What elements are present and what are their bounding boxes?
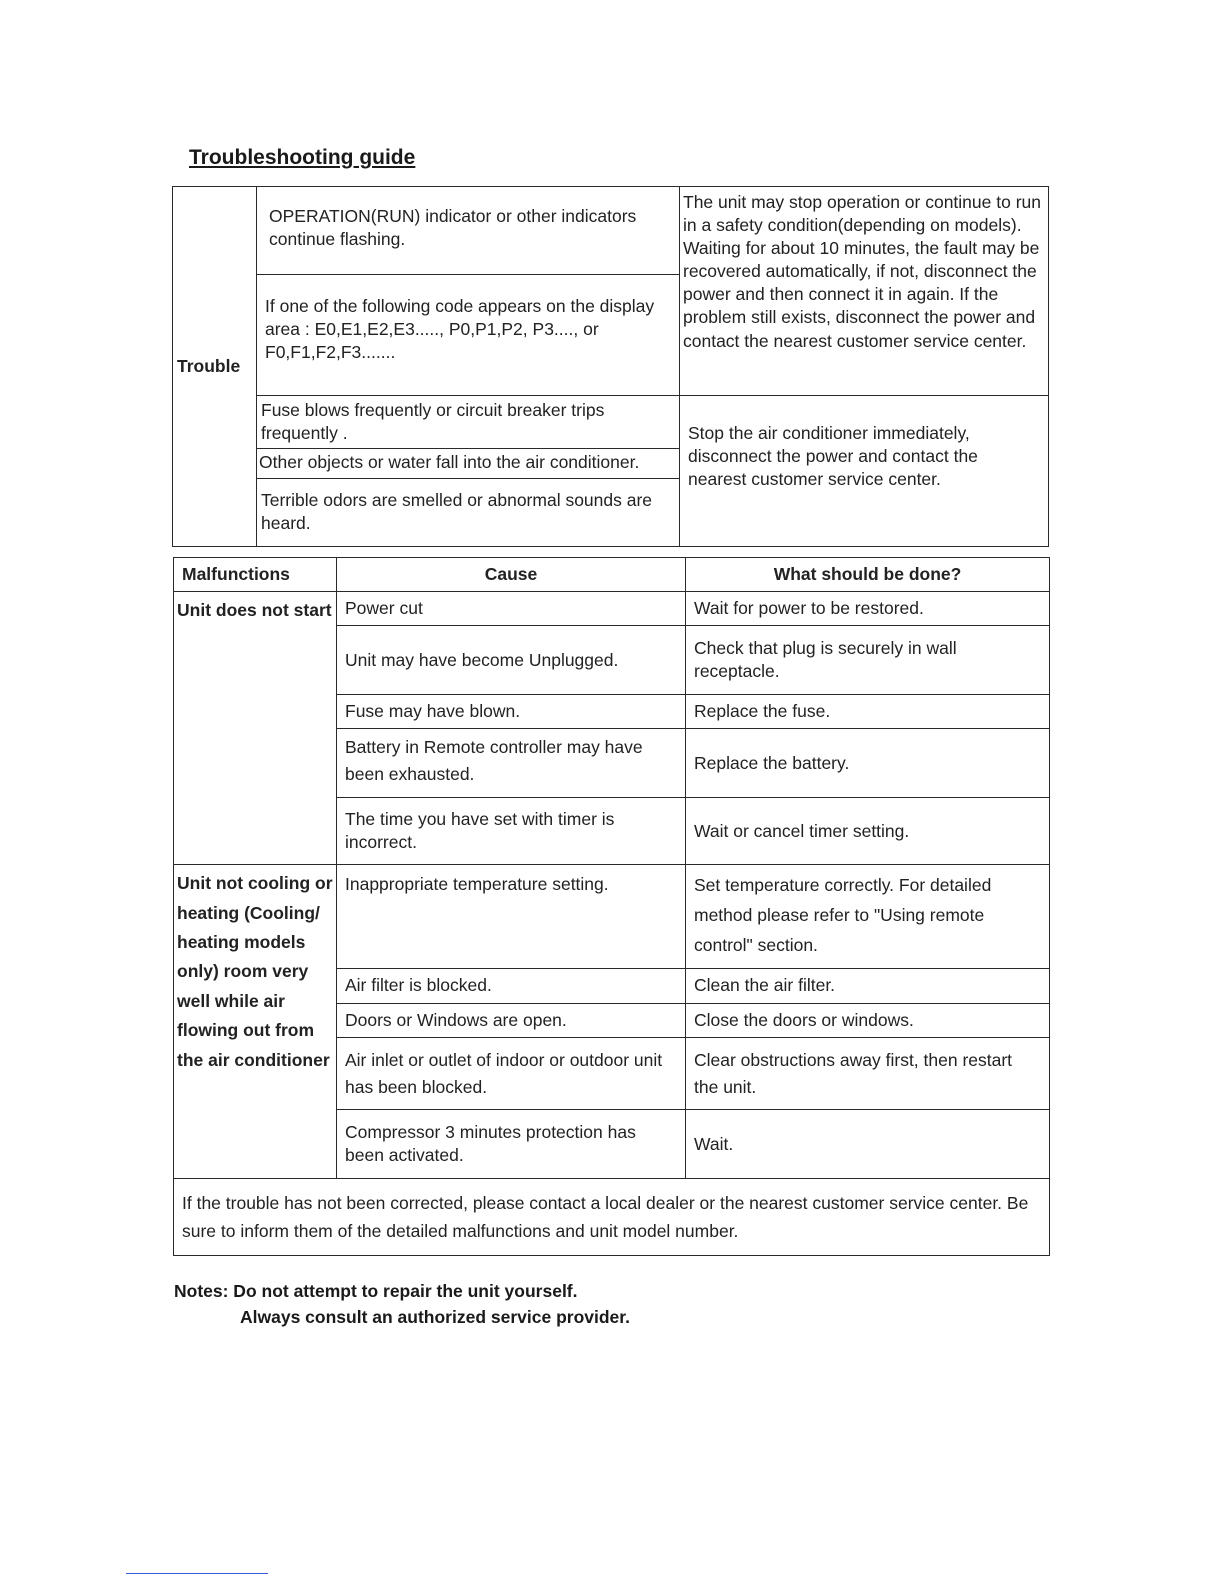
- trouble-action: The unit may stop operation or continue to run in a safety condition(depending on models). Waiting for about 10 minutes, the fault may be recovered automatically, if not, disconnect the power and then connect it in again. If the problem still exists, disconnect the power and contact the nearest customer service center.: [680, 187, 1049, 396]
- cause-cell: Fuse may have blown.: [337, 695, 686, 729]
- malfunction-label: Unit does not start: [174, 592, 337, 865]
- notes-line: Always consult an authorized service provider.: [240, 1307, 630, 1328]
- action-cell: Clear obstructions away first, then restart the unit.: [686, 1038, 1050, 1110]
- action-cell: Wait for power to be restored.: [686, 592, 1050, 626]
- action-cell: Close the doors or windows.: [686, 1004, 1050, 1038]
- cause-cell: Air filter is blocked.: [337, 969, 686, 1004]
- action-cell: Wait.: [686, 1110, 1050, 1179]
- action-cell: Replace the fuse.: [686, 695, 1050, 729]
- action-cell: Clean the air filter.: [686, 969, 1050, 1004]
- cause-cell: Inappropriate temperature setting.: [337, 865, 686, 969]
- column-header: What should be done?: [686, 558, 1050, 592]
- trouble-symptom: Fuse blows frequently or circuit breaker trips frequently .: [257, 396, 680, 449]
- cause-cell: Air inlet or outlet of indoor or outdoor unit has been blocked.: [337, 1038, 686, 1110]
- column-header: Cause: [337, 558, 686, 592]
- notes: [174, 1278, 630, 1331]
- column-header: Malfunctions: [174, 558, 337, 592]
- table-row: [174, 592, 1050, 626]
- cause-cell: Compressor 3 minutes protection has been activated.: [337, 1110, 686, 1179]
- cause-cell: Unit may have become Unplugged.: [337, 626, 686, 695]
- action-cell: Wait or cancel timer setting.: [686, 798, 1050, 865]
- trouble-table: [172, 186, 1049, 547]
- page-title: Troubleshooting guide: [189, 146, 416, 169]
- table-footer-note: If the trouble has not been corrected, please contact a local dealer or the nearest customer service center. Be sure to inform them of the detailed malfunctions and unit model number.: [174, 1179, 1050, 1256]
- trouble-label: Trouble: [173, 187, 257, 547]
- cause-cell: The time you have set with timer is incorrect.: [337, 798, 686, 865]
- malfunctions-table: [173, 557, 1050, 1256]
- trouble-symptom: Other objects or water fall into the air conditioner.: [257, 449, 680, 479]
- table-row: [174, 1179, 1050, 1256]
- link-underline: [126, 1573, 268, 1574]
- cause-cell: Doors or Windows are open.: [337, 1004, 686, 1038]
- action-cell: Check that plug is securely in wall receptacle.: [686, 626, 1050, 695]
- trouble-symptom: Terrible odors are smelled or abnormal sounds are heard.: [257, 479, 680, 547]
- action-cell: Set temperature correctly. For detailed method please refer to "Using remote control" section.: [686, 865, 1050, 969]
- action-cell: Replace the battery.: [686, 729, 1050, 798]
- trouble-symptom: OPERATION(RUN) indicator or other indicators continue flashing.: [257, 187, 680, 275]
- malfunction-label: Unit not cooling or heating (Cooling/ heating models only) room very well while air flowing out from the air conditioner: [174, 865, 337, 1179]
- table-row: [174, 865, 1050, 969]
- notes-line: Notes: Do not attempt to repair the unit yourself.: [174, 1281, 578, 1301]
- cause-cell: Battery in Remote controller may have been exhausted.: [337, 729, 686, 798]
- cause-cell: Power cut: [337, 592, 686, 626]
- trouble-symptom: If one of the following code appears on the display area : E0,E1,E2,E3....., P0,P1,P2, P3...., or F0,F1,F2,F3.......: [257, 275, 680, 396]
- trouble-action: Stop the air conditioner immediately, disconnect the power and contact the nearest customer service center.: [680, 396, 1049, 547]
